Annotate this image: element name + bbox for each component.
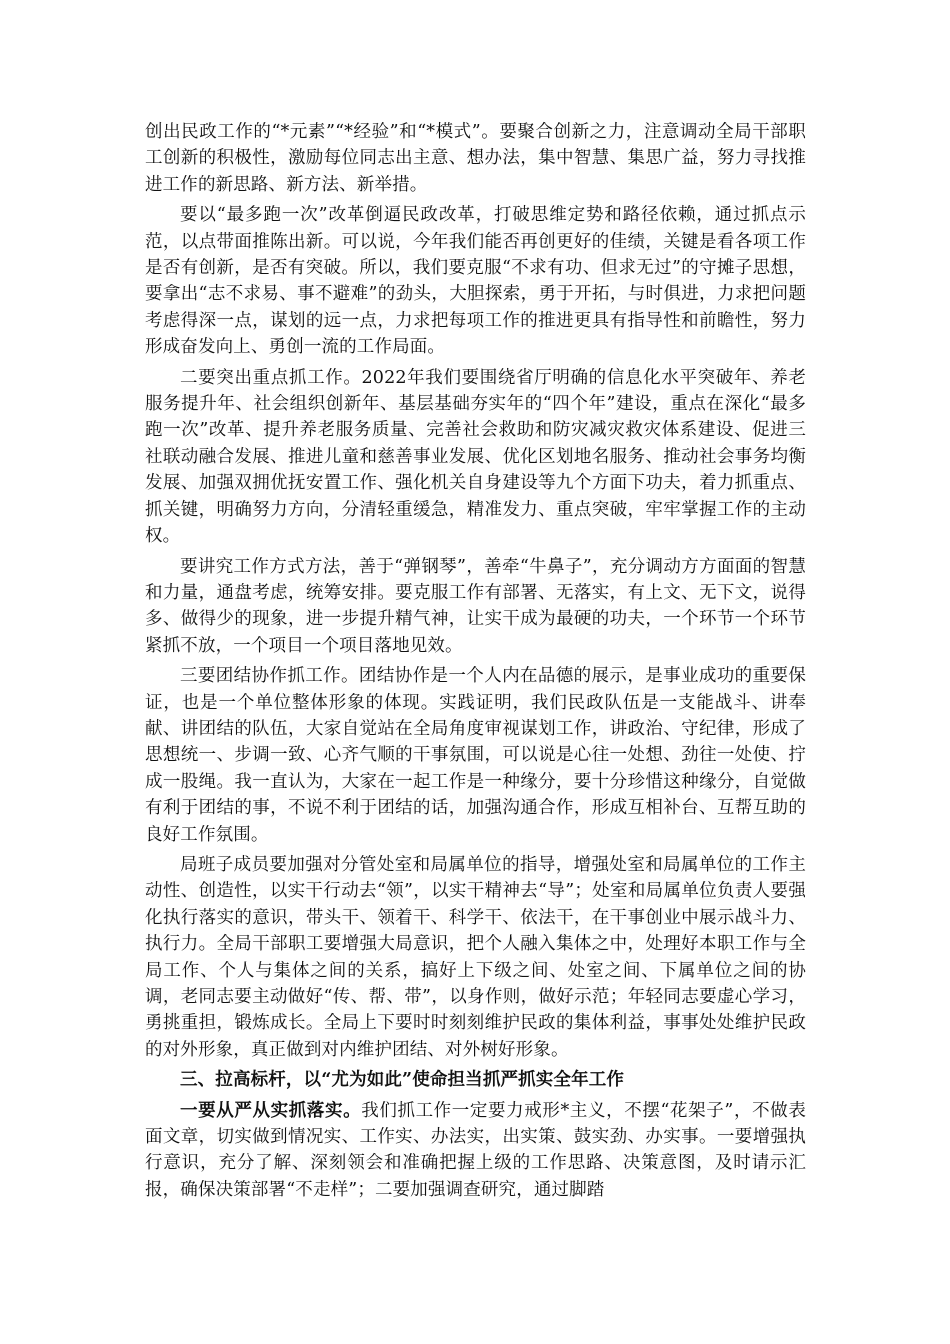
paragraph-2: 要以“最多跑一次”改革倒逼民政改革，打破思维定势和路径依赖，通过抓点示范，以点带面推陈出新。可以说，今年我们能否再创更好的佳绩，关键是看各项工作是否有创新，是否有突破。所以，我们要克服“不求有功、但求无过”的守摊子思想，要拿出“志不求易、事不避难”的劲头，大胆探索，勇于开拓，与时俱进，力求把问题考虑得深一点，谋划的远一点，力求把每项工作的推进更具有指导性和前瞻性，努力形成奋发向上、勇创一流的工作局面。 <box>145 205 806 358</box>
paragraph-3: 二要突出重点抓工作。2022年我们要围绕省厅明确的信息化水平突破年、养老服务提升年、社会组织创新年、基层基础夯实年的“四个年”建设，重点在深化“最多跑一次”改革、提升养老服务质量、完善社会救助和防灾减灾救灾体系建设、促进三社联动融合发展、推进儿童和慈善事业发展、优化区划地名服务、推动社会事务均衡发展、加强双拥优抚安置工作、强化机关自身建设等九个方面下功夫，着力抓重点、抓关键，明确努力方向，分清轻重缓急，精准发力、重点突破，牢牢掌握工作的主动权。 <box>145 367 806 547</box>
section-heading: 三、拉高标杆，以“尤为如此”使命担当抓严抓实全年工作 <box>180 1070 625 1091</box>
paragraph-4: 要讲究工作方式方法，善于“弹钢琴”，善牵“牛鼻子”，充分调动方方面面的智慧和力量，通盘考虑，统筹安排。要克服工作有部署、无落实，有上文、无下文，说得多、做得少的现象，进一步提升精气神，让实干成为最硬的功夫，一个环节一个环节紧抓不放，一个项目一个项目落地见效。 <box>145 556 806 656</box>
paragraph-6: 局班子成员要加强对分管处室和局属单位的指导，增强处室和局属单位的工作主动性、创造性，以实干行动去“领”，以实干精神去“导”；处室和局属单位负责人要强化执行落实的意识，带头干、领着干、科学干、依法干，在干事创业中展示战斗力、执行力。全局干部职工要增强大局意识，把个人融入集体之中，处理好本职工作与全局工作、个人与集体之间的关系，搞好上下级之间、处室之间、下属单位之间的协调，老同志要主动做好“传、帮、带”，以身作则，做好示范；年轻同志要虚心学习，勇挑重担，锻炼成长。全局上下要时时刻刻维护民政的集体利益，事事处处维护民政的对外形象，真正做到对内维护团结、对外树好形象。 <box>145 854 806 1060</box>
paragraph-5: 三要团结协作抓工作。团结协作是一个人内在品德的展示，是事业成功的重要保证，也是一个单位整体形象的体现。实践证明，我们民政队伍是一支能战斗、讲奉献、讲团结的队伍，大家自觉站在全局角度审视谋划工作，讲政治、守纪律，形成了思想统一、步调一致、心齐气顺的干事氛围，可以说是心往一处想、劲往一处使、拧成一股绳。我一直认为，大家在一起工作是一种缘分，要十分珍惜这种缘分，自觉做有利于团结的事，不说不利于团结的话，加强沟通合作，形成互相补台、互帮互助的良好工作氛围。 <box>145 666 806 845</box>
document-page <box>145 119 806 1207</box>
paragraph-7 <box>145 1098 806 1204</box>
paragraph-1: 创出民政工作的“*元素”“*经验”和“*模式”。要聚合创新之力，注意调动全局干部职工创新的积极性，激励每位同志出主意、想办法，集中智慧、集思广益，努力寻找推进工作的新思路、新方法、新举措。 <box>145 122 806 195</box>
paragraph-7-body: 我们抓工作一定要力戒形*主义，不摆“花架子”，不做表面文章，切实做到情况实、工作实、办法实，出实策、鼓实劲、办实事。一要增强执行意识，充分了解、深刻领会和准确把握上级的工作思路、决策意图，及时请示汇报，确保决策部署“不走样”；二要加强调查研究，通过脚踏 <box>145 1100 806 1200</box>
paragraph-7-lead: 一要从严从实抓落实。 <box>180 1100 362 1121</box>
